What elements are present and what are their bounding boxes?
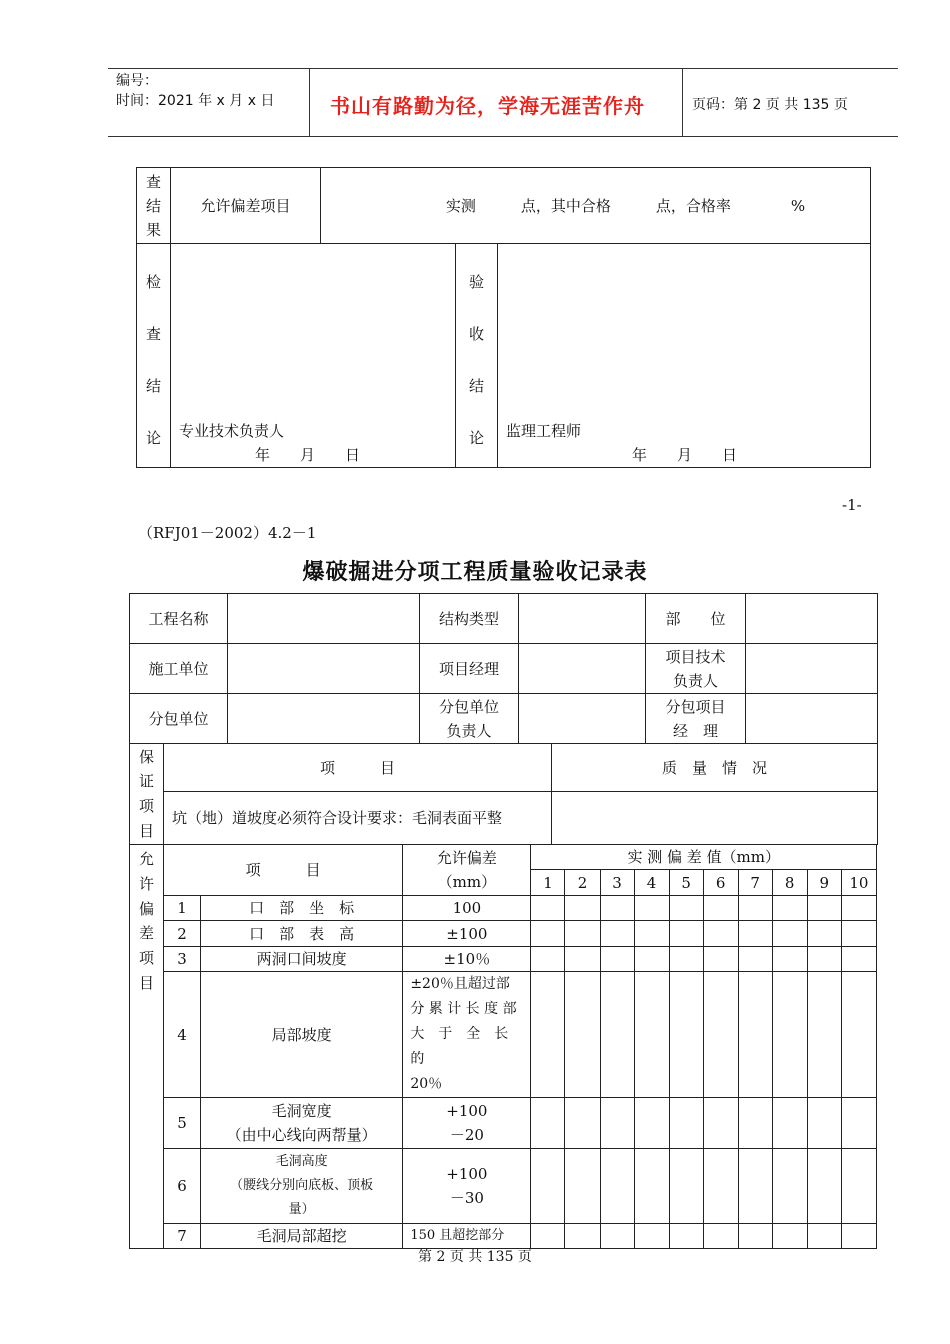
header-divider <box>309 68 310 136</box>
row-allow: ±10％ <box>403 947 531 972</box>
measure-cell[interactable] <box>772 1098 807 1149</box>
col-header: 6 <box>703 870 738 896</box>
measure-cell[interactable] <box>669 921 703 947</box>
measure-cell[interactable] <box>738 972 772 1098</box>
measure-cell[interactable] <box>841 972 876 1098</box>
tolerance-char: 许 <box>139 874 155 893</box>
project-manager-value[interactable] <box>519 644 646 694</box>
measured-summary-cell <box>321 168 871 244</box>
header-top-rule <box>108 68 898 69</box>
accept-char: 收 <box>468 325 484 343</box>
allow-line: 分 累 计 长 度 部 <box>410 1001 517 1017</box>
allow-header-line: 允许偏差 <box>436 849 497 867</box>
measure-cell[interactable] <box>669 896 703 921</box>
allow-line: +100 <box>446 1102 488 1120</box>
guarantee-char: 项 <box>138 797 154 815</box>
measure-cell[interactable] <box>703 1098 738 1149</box>
table-row <box>130 972 877 1098</box>
measure-cell[interactable] <box>600 921 634 947</box>
guarantee-table <box>129 743 878 845</box>
col-header: 1 <box>531 870 565 896</box>
tolerance-char: 差 <box>139 924 155 943</box>
measure-cell[interactable] <box>531 1098 565 1149</box>
table-row <box>130 896 877 921</box>
sub-mgr-line: 分包项目 <box>665 697 726 716</box>
measure-cell[interactable] <box>565 896 600 921</box>
tolerance-label <box>130 845 164 1249</box>
table-row <box>130 947 877 972</box>
item-line: （腰线分别向底板、顶板 <box>230 1178 374 1193</box>
measure-cell[interactable] <box>772 896 807 921</box>
date-left: 年 月 日 <box>255 446 361 464</box>
sub-mgr-label <box>646 694 746 744</box>
construct-unit-label: 施工单位 <box>130 644 228 694</box>
result-char: 果 <box>145 220 161 239</box>
tech-lead-line: 负责人 <box>672 671 718 690</box>
measure-cell[interactable] <box>703 972 738 1098</box>
col-header: 9 <box>807 870 841 896</box>
measure-cell[interactable] <box>669 947 703 972</box>
measure-cell[interactable] <box>772 947 807 972</box>
tech-lead-label <box>646 644 746 694</box>
check-conclusion-cell <box>171 244 456 468</box>
struct-type-label: 结构类型 <box>420 594 519 644</box>
project-name-value[interactable] <box>228 594 420 644</box>
tolerance-table <box>129 844 877 1249</box>
measure-cell[interactable] <box>634 1149 669 1224</box>
location-value[interactable] <box>746 594 878 644</box>
measure-cell[interactable] <box>634 947 669 972</box>
row-allow <box>403 1149 531 1224</box>
row-item <box>201 1149 403 1224</box>
measure-cell[interactable] <box>738 1098 772 1149</box>
time-label: 时间：2021 年 x 月 x 日 <box>116 93 275 109</box>
check-char: 检 <box>145 273 161 291</box>
measure-cell[interactable] <box>807 1098 841 1149</box>
measure-cell[interactable] <box>531 896 565 921</box>
measure-cell[interactable] <box>565 972 600 1098</box>
measure-cell[interactable] <box>565 1149 600 1224</box>
table-row <box>130 1098 877 1149</box>
guarantee-quality-header: 质 量 情 况 <box>552 744 878 792</box>
measure-cell[interactable] <box>703 947 738 972</box>
measure-cell[interactable] <box>565 921 600 947</box>
guarantee-quality-value[interactable] <box>552 792 878 845</box>
date-right: 年 月 日 <box>632 446 738 464</box>
tolerance-char: 偏 <box>139 899 155 918</box>
check-conclusion-label <box>137 244 171 468</box>
sub-resp-line: 分包单位 <box>438 697 499 716</box>
check-char: 查 <box>145 325 161 343</box>
measure-cell[interactable] <box>634 1098 669 1149</box>
row-allow <box>403 972 531 1098</box>
measure-cell[interactable] <box>634 972 669 1098</box>
tolerance-char: 项 <box>139 949 155 967</box>
col-header: 5 <box>669 870 703 896</box>
project-name-label: 工程名称 <box>130 594 228 644</box>
page-info: 页码：第 2 页 共 135 页 <box>692 97 848 113</box>
item-line: 毛洞宽度 <box>271 1102 332 1120</box>
result-char: 查 <box>145 172 161 191</box>
measure-cell[interactable] <box>565 1224 600 1249</box>
measure-cell[interactable] <box>634 921 669 947</box>
measure-cell[interactable] <box>634 896 669 921</box>
row-item <box>201 1098 403 1149</box>
measure-cell[interactable] <box>531 921 565 947</box>
allow-line: 大 于 全 长 的 <box>410 1026 523 1067</box>
tech-person: 专业技术负责人 <box>179 422 285 440</box>
header-divider <box>682 68 683 136</box>
row-no: 1 <box>164 896 201 921</box>
project-manager-label: 项目经理 <box>420 644 519 694</box>
measure-cell[interactable] <box>565 947 600 972</box>
location-label: 部 位 <box>646 594 746 644</box>
row-no: 3 <box>164 947 201 972</box>
measure-cell[interactable] <box>841 921 876 947</box>
measured-header: 实 测 偏 差 值（mm） <box>531 845 877 870</box>
allow-line: +100 <box>446 1165 488 1183</box>
form-code: （RFJ01－2002）4.2－1 <box>138 524 317 542</box>
accept-conclusion-cell <box>498 244 871 468</box>
tolerance-char: 目 <box>139 973 155 992</box>
measure-cell[interactable] <box>703 921 738 947</box>
allow-line: －30 <box>449 1189 484 1207</box>
row-allow: 100 <box>403 896 531 921</box>
page-footer: 第 2 页 共 135 页 <box>418 1249 532 1265</box>
row-item: 口 部 表 高 <box>201 921 403 947</box>
row-item: 局部坡度 <box>201 972 403 1098</box>
item-line: 毛洞高度 <box>275 1154 328 1169</box>
tolerance-allow-header <box>403 845 531 896</box>
row-no: 5 <box>164 1098 201 1149</box>
allowed-item-cell: 允许偏差项目 <box>171 168 321 244</box>
guarantee-requirement: 坑（地）道坡度必须符合设计要求：毛洞表面平整 <box>164 792 552 845</box>
measure-cell[interactable] <box>703 1149 738 1224</box>
measure-cell[interactable] <box>807 947 841 972</box>
sub-unit-label: 分包单位 <box>130 694 228 744</box>
measure-cell[interactable] <box>600 1224 634 1249</box>
allow-line: －20 <box>449 1126 484 1144</box>
measure-cell[interactable] <box>600 1098 634 1149</box>
measure-cell[interactable] <box>669 1149 703 1224</box>
measure-cell[interactable] <box>772 1224 807 1249</box>
sub-resp-label <box>420 694 519 744</box>
row-item: 毛洞局部超挖 <box>201 1224 403 1249</box>
measure-cell[interactable] <box>772 921 807 947</box>
col-header: 3 <box>600 870 634 896</box>
row-no: 7 <box>164 1224 201 1249</box>
measure-cell[interactable] <box>600 947 634 972</box>
accept-char: 结 <box>468 377 484 395</box>
accept-char: 验 <box>468 273 484 291</box>
struct-type-value[interactable] <box>519 594 646 644</box>
measure-cell[interactable] <box>807 896 841 921</box>
measure-cell[interactable] <box>600 896 634 921</box>
row-item: 两洞口间坡度 <box>201 947 403 972</box>
allow-line: ±20％且超过部 <box>410 976 510 992</box>
sub-unit-value[interactable] <box>228 694 420 744</box>
tolerance-item-header: 项 目 <box>164 845 403 896</box>
measure-cell[interactable] <box>531 972 565 1098</box>
tech-lead-line: 项目技术 <box>665 647 726 666</box>
guarantee-label <box>130 744 164 845</box>
row-item: 口 部 坐 标 <box>201 896 403 921</box>
measure-cell[interactable] <box>841 947 876 972</box>
check-char: 结 <box>145 377 161 395</box>
row-no: 2 <box>164 921 201 947</box>
col-header: 4 <box>634 870 669 896</box>
col-header: 10 <box>841 870 876 896</box>
row-allow: 150 且超挖部分 <box>403 1224 531 1249</box>
table-row <box>130 921 877 947</box>
measure-cell[interactable] <box>634 1224 669 1249</box>
col-header: 8 <box>772 870 807 896</box>
measure-cell[interactable] <box>841 1098 876 1149</box>
document-title: 爆破掘进分项工程质量验收记录表 <box>302 559 648 585</box>
guarantee-char: 证 <box>138 772 154 791</box>
measure-cell[interactable] <box>531 947 565 972</box>
measure-cell[interactable] <box>703 896 738 921</box>
construct-unit-value[interactable] <box>228 644 420 694</box>
tech-lead-value[interactable] <box>746 644 878 694</box>
measured-summary: 实测 点，其中合格 点，合格率 % <box>445 196 806 215</box>
table-row <box>130 1224 877 1249</box>
measure-cell[interactable] <box>565 1098 600 1149</box>
sub-resp-line: 负责人 <box>446 721 492 740</box>
project-info-table <box>129 593 878 744</box>
sub-resp-value[interactable] <box>519 694 646 744</box>
measure-cell[interactable] <box>703 1224 738 1249</box>
measure-cell[interactable] <box>841 896 876 921</box>
row-allow <box>403 1098 531 1149</box>
measure-cell[interactable] <box>738 921 772 947</box>
page-number-mid: -1- <box>842 496 862 514</box>
motto: 书山有路勤为径，学海无涯苦作舟 <box>330 94 645 118</box>
supervisor: 监理工程师 <box>506 422 582 440</box>
measure-cell[interactable] <box>738 896 772 921</box>
measure-cell[interactable] <box>807 972 841 1098</box>
guarantee-item-header: 项 目 <box>164 744 552 792</box>
measure-cell[interactable] <box>772 1149 807 1224</box>
measure-cell[interactable] <box>669 1224 703 1249</box>
sub-mgr-value[interactable] <box>746 694 878 744</box>
measure-cell[interactable] <box>738 1224 772 1249</box>
accept-char: 论 <box>468 429 484 447</box>
measure-cell[interactable] <box>669 1098 703 1149</box>
measure-cell[interactable] <box>807 1149 841 1224</box>
accept-conclusion-label <box>456 244 498 468</box>
item-line: （由中心线向两帮量） <box>226 1126 377 1144</box>
allow-line: 20％ <box>410 1076 443 1092</box>
measure-cell[interactable] <box>531 1224 565 1249</box>
number-label: 编号： <box>116 73 158 89</box>
item-line: 量） <box>288 1202 315 1217</box>
col-header: 2 <box>565 870 600 896</box>
measure-cell[interactable] <box>807 1224 841 1249</box>
col-header: 7 <box>738 870 772 896</box>
row-no: 6 <box>164 1149 201 1224</box>
guarantee-char: 目 <box>138 821 154 840</box>
table-row <box>130 1149 877 1224</box>
check-char: 论 <box>145 429 161 447</box>
tolerance-char: 允 <box>139 850 155 868</box>
measure-cell[interactable] <box>531 1149 565 1224</box>
header-bottom-rule <box>108 136 898 137</box>
measure-cell[interactable] <box>807 921 841 947</box>
result-char: 结 <box>145 196 161 215</box>
result-label-cell <box>137 168 171 244</box>
measure-cell[interactable] <box>841 1224 876 1249</box>
measure-cell[interactable] <box>600 972 634 1098</box>
measure-cell[interactable] <box>841 1149 876 1224</box>
acceptance-conclusion-table <box>136 167 871 468</box>
row-no: 4 <box>164 972 201 1098</box>
measure-cell[interactable] <box>738 947 772 972</box>
measure-cell[interactable] <box>600 1149 634 1224</box>
measure-cell[interactable] <box>669 972 703 1098</box>
sub-mgr-line: 经 理 <box>672 721 718 740</box>
measure-cell[interactable] <box>772 972 807 1098</box>
guarantee-char: 保 <box>138 747 154 766</box>
measure-cell[interactable] <box>738 1149 772 1224</box>
allow-header-line: （mm） <box>437 873 497 891</box>
row-allow: ±100 <box>403 921 531 947</box>
